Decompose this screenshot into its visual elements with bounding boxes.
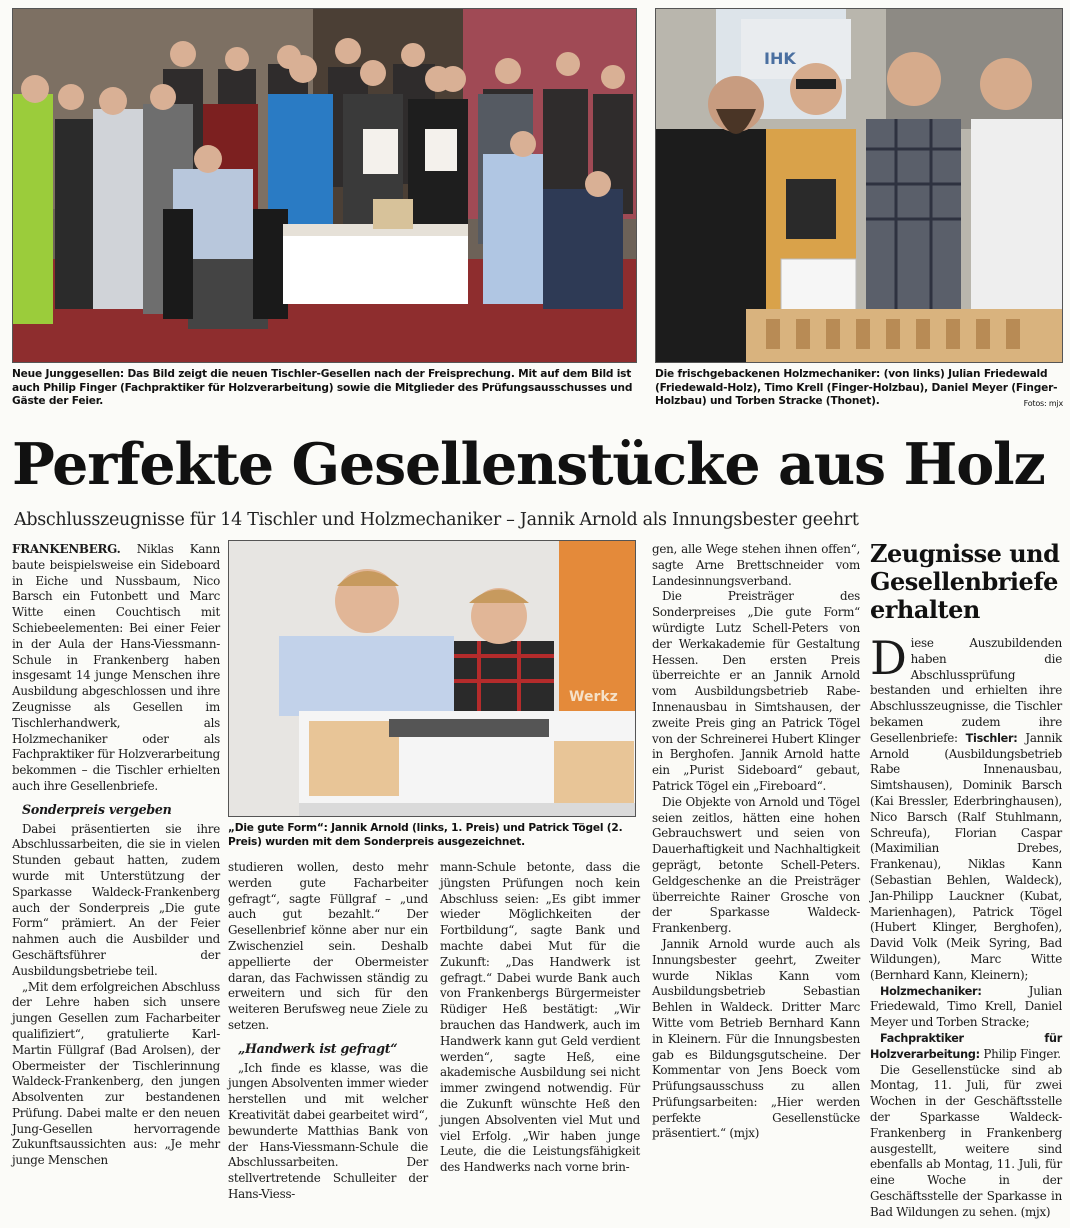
photo-group-illustration	[13, 9, 637, 363]
label-holzmechaniker: Holzmechaniker:	[880, 984, 982, 998]
photo-preistraeger-illustration	[229, 541, 636, 817]
sidebar-outro: Die Gesellenstücke sind ab Montag, 11. Juli, für zwei Wochen in der Geschäftsstelle der Sparkasse Waldeck-Frankenberg in Frankenberg ausgestellt, weitere sind ebenfalls ab Montag, 11. Juli, für eine Woche in der Geschäftsstelle der Sparkasse in Bad Wildungen zu sehen. (mjx)	[870, 1062, 1062, 1219]
caption-left-text: Neue Junggesellen: Das Bild zeigt die neuen Tischler-Gesellen nach der Freisprechung. Mit auf dem Bild ist auch Philip Finger (Fachpraktiker für Holzverarbeitung) sowie die Mitglieder des Prüfungsausschusses und Gäste der Feier.	[12, 368, 633, 407]
dateline: FRANKENBERG.	[12, 542, 121, 556]
photo-preistraeger	[228, 540, 636, 817]
col3-bottom-text: mann-Schule betonte, dass die jüngsten Prüfungen noch kein Abschluss seien: „Es gibt immer wieder Möglichkeiten der Fortbildung“, sagte Bank und machte dabei Mut für die Zukunft: „Das Handwerk ist gefragt.“ Dabei wurde Bank auch von Frankenbergs Bürgermeister Rüdiger Heß bestätigt: „Wir brauchen das Handwerk, auch im Handwerk kann gut Geld verdient werden“, sagte Heß, eine akademische Ausbildung sei nicht immer zwingend notwendig. Für die Zukunft wünschte Heß den jungen Absolventen viel Mut und viel Erfolg. „Wir haben junge Leute, die die Leistungsfähigkeit des Handwerks nach vorne brin-	[440, 860, 640, 1175]
photo-group-tischler	[12, 8, 637, 363]
sidebar-intro: iese Auszubildenden haben die Abschlussprüfung bestanden und erhielten ihre Abschlusszeugnisse, die Tischler bekamen zudem ihre Gesellenbriefe:	[870, 636, 1062, 745]
col1-paragraph-3: „Mit dem erfolgreichen Abschluss der Lehre haben sich unsere jungen Gesellen zum Facharbeiter qualifiziert“, gratulierte Karl-Martin Füllgraf (Bad Arolsen), der Obermeister der Tischlerinnung Waldeck-Frankenberg, den jungen Absolventen zur bestandenen Prüfung. Dabei malte er den neuen Jung-Gesellen hervorragende Zukunftsaussichten aus: „Je mehr junge Menschen	[12, 979, 220, 1168]
dropcap: D	[870, 631, 907, 685]
photo-holzmechaniker	[655, 8, 1063, 363]
col4-paragraph-2: Jannik Arnold wurde auch als Innungsbester geehrt, Zweiter wurde Niklas Kann vom Ausbildungsbetrieb Sebastian Behlen in Waldeck. Dritter Marc Witte vom Betrieb Bernhard Kann in Kleinern. Für die Innungsbesten gab es Bildungsgutscheine. Der Kommentar von Jens Boeck vom Prüfungsausschuss zu allen Prüfungsarbeiten: „Hier werden perfekte Gesellenstücke präsentiert.“ (mjx)	[652, 936, 860, 1141]
col2-paragraph-2: „Ich finde es klasse, was die jungen Absolventen immer wieder herstellen und mit welcher Kreativität dabei gearbeitet wird“, bewunderte Matthias Bank von der Hans-Viessmann-Schule die Abschlussarbeiten. Der stellvertretende Schulleiter der Hans-Viess-	[228, 1060, 428, 1201]
photo-holzmechaniker-illustration	[656, 9, 1063, 363]
list-fachpraktiker: Philip Finger.	[983, 1046, 1061, 1061]
article-column-2	[228, 860, 428, 1203]
photo-credit: Fotos: mjx	[1023, 399, 1063, 408]
label-tischler: Tischler:	[965, 731, 1018, 745]
col2-paragraph-1: studieren wollen, desto mehr werden gute Facharbeiter gefragt“, sagte Füllgraf – „und auch gut bezahlt.“ Der Gesellenbrief könne aber nur ein Zwischenziel sein. Deshalb appellierte der Obermeister daran, das Fachwissen ständig zu erweitern und sich für den weiteren Berufsweg neue Ziele zu setzen.	[228, 860, 428, 1032]
article-column-3-bottom	[440, 860, 640, 1176]
caption-right-text: Die frischgebackenen Holzmechaniker: (von links) Julian Friedewald (Friedewald-Holz), Timo Krell (Finger-Holzbau), Daniel Meyer (Finger-Holzbau) und Torben Stracke (Thonet).	[655, 368, 1058, 407]
col1-paragraph-2: Dabei präsentierten sie ihre Abschlussarbeiten, die sie in vielen Stunden gebaut hatten, zudem wurde mit Unterstützung der Sparkasse Waldeck-Frankenberg auch der Sonderpreis „Die gute Form“ prämiert. An der Feier nahmen auch die Ausbilder und Geschäftsführer der Ausbildungsbetriebe teil.	[12, 821, 220, 978]
caption-middle-text: „Die gute Form“: Jannik Arnold (links, 1. Preis) und Patrick Tögel (2. Preis) wurden mit dem Sonderpreis ausgezeichnet.	[228, 822, 623, 848]
ihk-sign-text: IHK	[764, 49, 796, 68]
sidebar-body	[870, 631, 1063, 1220]
sidebar-title: Zeugnisse und Gesellenbriefe erhalten	[870, 539, 1060, 624]
subheadline: Abschlusszeugnisse für 14 Tischler und Holzmechaniker – Jannik Arnold als Innungsbester geehrt	[14, 510, 859, 530]
caption-left-photo	[12, 368, 637, 409]
werkz-sign-text: Werkz	[569, 689, 618, 705]
col1-paragraph-1: Niklas Kann baute beispielsweise ein Sideboard in Eiche und Nussbaum, Nico Barsch ein Futonbett und Marc Witte einen Couchtisch mit Schiebeelementen: Bei einer Feier in der Aula der Hans-Viessmann-Schule in Frankenberg haben insgesamt 14 junge Menschen ihre Ausbildung abgeschlossen und ihre Zeugnisse als Gesellen im Tischlerhandwerk, als Holzmechaniker oder als Fachpraktiker für Holzverarbeitung bekommen – die Tischler erhielten auch ihre Gesellenbriefe.	[12, 542, 220, 793]
list-holzmechaniker: Julian Friedewald, Timo Krell, Daniel Meyer und Torben Stracke;	[870, 983, 1062, 1030]
subhead-sonderpreis: Sonderpreis vergeben	[22, 801, 172, 817]
label-fachpraktiker: Fachpraktiker für Holzverarbeitung:	[870, 1031, 1062, 1061]
col3-top-text: gen, alle Wege stehen ihnen offen“, sagte Arne Brettschneider vom Landesinnungsverband.	[652, 542, 860, 588]
caption-middle-photo	[228, 822, 636, 849]
list-tischler: Jannik Arnold (Ausbildungsbetrieb Rabe Innenausbau, Simtshausen), Dominik Barsch (Kai Bressler, Ederbringhausen), Nico Barsch (Ralf Stuhlmann, Schreufa), Florian Caspar (Maximilian Drebes, Frankenau), Niklas Kann (Sebastian Behlen, Waldeck), Jan-Philipp Lauckner (Kubat, Marienhagen), Patrick Tögel (Hubert Klinger, Berghofen), David Volk (Meik Syring, Bad Wildungen), Marc Witte (Bernhard Kann, Kleinern);	[870, 730, 1063, 982]
subhead-handwerk: „Handwerk ist gefragt“	[238, 1040, 398, 1056]
article-column-1	[12, 542, 220, 1169]
caption-right-photo	[655, 368, 1063, 411]
headline: Perfekte Gesellenstücke aus Holz	[12, 431, 1045, 498]
col4-paragraph-1: Die Objekte von Arnold und Tögel seien zeitlos, hätten eine hohen Gebrauchswert und seien von Dauerhaftigkeit und Nachhaltigkeit geprägt, betonte Schell-Peters. Geldgeschenke an die Preisträger überreichte Rainer Grosche von der Sparkasse Waldeck-Frankenberg.	[652, 794, 860, 936]
col3-paragraph-1: Die Preisträger des Sonderpreises „Die gute Form“ würdigte Lutz Schell-Peters von der Werkakademie für Gestaltung Hessen. Den ersten Preis überreichte er an Jannik Arnold vom Ausbildungsbetrieb Rabe-Innenausbau in Simtshausen, der zweite Preis ging an Patrick Tögel von der Schreinerei Hubert Klinger in Berghofen. Jannik Arnold hatte ein „Purist Sideboard“ gebaut, Patrick Tögel ein „Fireboard“.	[652, 589, 860, 793]
article-column-4	[652, 542, 860, 1142]
